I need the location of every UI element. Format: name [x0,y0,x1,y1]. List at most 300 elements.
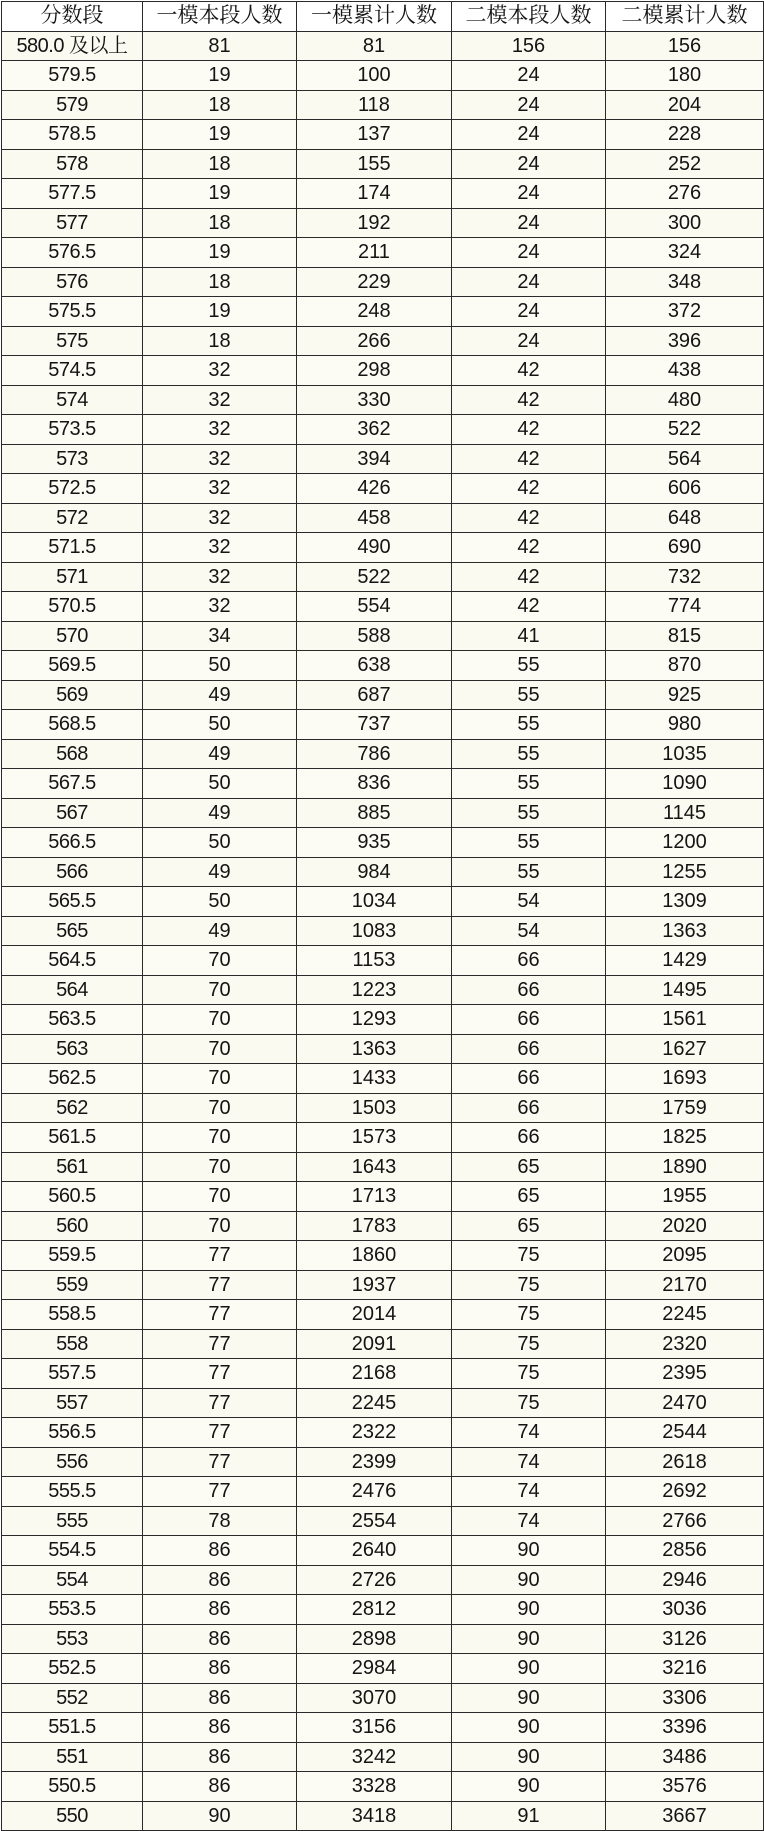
cell-mock1-segment-count: 32 [143,474,297,504]
table-row [2,1241,764,1271]
table-row [2,1182,764,1212]
cell-mock1-segment-count: 77 [143,1447,297,1477]
cell-mock2-segment-count: 55 [452,769,606,799]
cell-mock1-segment-count: 18 [143,208,297,238]
table-row [2,385,764,415]
cell-mock1-cumulative-count: 1293 [297,1005,452,1035]
cell-mock1-cumulative-count: 248 [297,297,452,327]
cell-mock2-cumulative-count: 3667 [606,1801,764,1831]
table-row [2,208,764,238]
table-row [2,1034,764,1064]
cell-mock1-segment-count: 77 [143,1359,297,1389]
cell-score-range: 550.5 [2,1772,143,1802]
cell-score-range: 571 [2,562,143,592]
cell-score-range: 565 [2,916,143,946]
cell-mock1-segment-count: 50 [143,887,297,917]
cell-mock1-segment-count: 70 [143,946,297,976]
cell-mock2-segment-count: 156 [452,31,606,61]
table-row [2,120,764,150]
cell-score-range: 556 [2,1447,143,1477]
cell-score-range: 579.5 [2,61,143,91]
table-row [2,621,764,651]
header-mock1-segment-count: 一模本段人数 [143,2,297,32]
cell-score-range: 562 [2,1093,143,1123]
cell-mock1-cumulative-count: 687 [297,680,452,710]
cell-mock1-segment-count: 19 [143,297,297,327]
cell-score-range: 572 [2,503,143,533]
cell-mock2-segment-count: 55 [452,857,606,887]
table-row [2,1801,764,1831]
cell-mock2-cumulative-count: 1627 [606,1034,764,1064]
cell-mock1-segment-count: 77 [143,1477,297,1507]
cell-mock2-segment-count: 24 [452,297,606,327]
cell-mock1-segment-count: 77 [143,1241,297,1271]
table-row [2,562,764,592]
cell-mock1-segment-count: 49 [143,857,297,887]
cell-score-range: 568.5 [2,710,143,740]
cell-mock2-segment-count: 90 [452,1683,606,1713]
cell-mock2-cumulative-count: 3396 [606,1713,764,1743]
cell-mock1-segment-count: 32 [143,444,297,474]
cell-score-range: 570 [2,621,143,651]
cell-mock1-cumulative-count: 2984 [297,1654,452,1684]
cell-mock1-cumulative-count: 1034 [297,887,452,917]
table-row [2,592,764,622]
cell-mock1-segment-count: 18 [143,149,297,179]
cell-mock1-segment-count: 18 [143,90,297,120]
cell-mock2-cumulative-count: 3216 [606,1654,764,1684]
table-row [2,1624,764,1654]
cell-mock1-cumulative-count: 490 [297,533,452,563]
cell-mock1-segment-count: 19 [143,238,297,268]
cell-mock1-segment-count: 86 [143,1654,297,1684]
cell-score-range: 554 [2,1565,143,1595]
cell-mock2-segment-count: 24 [452,179,606,209]
table-row [2,31,764,61]
cell-mock2-segment-count: 54 [452,916,606,946]
cell-score-range: 576.5 [2,238,143,268]
cell-mock1-cumulative-count: 638 [297,651,452,681]
cell-mock2-segment-count: 75 [452,1300,606,1330]
cell-score-range: 561 [2,1152,143,1182]
cell-mock1-cumulative-count: 1783 [297,1211,452,1241]
cell-score-range: 551 [2,1742,143,1772]
cell-mock2-segment-count: 42 [452,415,606,445]
cell-mock1-cumulative-count: 522 [297,562,452,592]
cell-mock2-cumulative-count: 2020 [606,1211,764,1241]
cell-score-range: 572.5 [2,474,143,504]
cell-mock1-cumulative-count: 2399 [297,1447,452,1477]
cell-mock1-segment-count: 70 [143,1123,297,1153]
table-row [2,739,764,769]
cell-mock2-segment-count: 90 [452,1565,606,1595]
cell-mock1-cumulative-count: 1573 [297,1123,452,1153]
cell-mock2-segment-count: 65 [452,1152,606,1182]
cell-mock1-cumulative-count: 2898 [297,1624,452,1654]
table-row [2,1477,764,1507]
cell-mock2-segment-count: 75 [452,1359,606,1389]
cell-score-range: 559.5 [2,1241,143,1271]
cell-mock2-segment-count: 55 [452,739,606,769]
cell-mock2-cumulative-count: 522 [606,415,764,445]
cell-mock2-segment-count: 24 [452,238,606,268]
table-row [2,149,764,179]
table-row [2,1506,764,1536]
table-row [2,1713,764,1743]
cell-score-range: 566 [2,857,143,887]
cell-mock1-cumulative-count: 1937 [297,1270,452,1300]
cell-mock2-segment-count: 24 [452,61,606,91]
cell-score-range: 557 [2,1388,143,1418]
cell-mock2-cumulative-count: 300 [606,208,764,238]
cell-mock2-segment-count: 42 [452,533,606,563]
cell-mock1-cumulative-count: 836 [297,769,452,799]
table-row [2,798,764,828]
cell-mock2-cumulative-count: 1693 [606,1064,764,1094]
cell-mock2-cumulative-count: 372 [606,297,764,327]
cell-mock2-cumulative-count: 2395 [606,1359,764,1389]
cell-mock1-cumulative-count: 174 [297,179,452,209]
table-row [2,1388,764,1418]
cell-mock1-segment-count: 50 [143,769,297,799]
cell-mock2-segment-count: 42 [452,592,606,622]
table-row [2,1742,764,1772]
cell-score-range: 568 [2,739,143,769]
cell-mock1-cumulative-count: 1860 [297,1241,452,1271]
cell-score-range: 558.5 [2,1300,143,1330]
cell-mock2-cumulative-count: 1759 [606,1093,764,1123]
cell-mock1-segment-count: 70 [143,975,297,1005]
cell-score-range: 555.5 [2,1477,143,1507]
cell-mock2-segment-count: 55 [452,828,606,858]
cell-mock2-segment-count: 42 [452,503,606,533]
cell-mock2-cumulative-count: 1495 [606,975,764,1005]
table-row [2,1654,764,1684]
table-row [2,1565,764,1595]
cell-mock1-segment-count: 50 [143,651,297,681]
cell-score-range: 564 [2,975,143,1005]
table-row [2,1359,764,1389]
cell-mock1-cumulative-count: 426 [297,474,452,504]
cell-score-range: 552.5 [2,1654,143,1684]
header-row [2,2,764,32]
cell-score-range: 557.5 [2,1359,143,1389]
cell-mock2-segment-count: 24 [452,267,606,297]
cell-score-range: 574.5 [2,356,143,386]
cell-mock1-segment-count: 32 [143,385,297,415]
cell-score-range: 570.5 [2,592,143,622]
table-row [2,769,764,799]
table-row [2,1093,764,1123]
cell-mock2-segment-count: 75 [452,1329,606,1359]
table-row [2,297,764,327]
table-header [2,2,764,32]
cell-mock2-cumulative-count: 1825 [606,1123,764,1153]
cell-mock2-segment-count: 75 [452,1388,606,1418]
cell-mock2-segment-count: 75 [452,1270,606,1300]
table-row [2,415,764,445]
cell-mock1-cumulative-count: 155 [297,149,452,179]
cell-mock2-segment-count: 66 [452,1093,606,1123]
cell-mock2-cumulative-count: 3576 [606,1772,764,1802]
cell-mock1-cumulative-count: 1433 [297,1064,452,1094]
table-row [2,503,764,533]
cell-mock1-segment-count: 70 [143,1093,297,1123]
cell-mock2-segment-count: 42 [452,474,606,504]
cell-mock1-segment-count: 70 [143,1182,297,1212]
cell-mock1-cumulative-count: 3156 [297,1713,452,1743]
table-row [2,975,764,1005]
cell-mock2-segment-count: 24 [452,208,606,238]
cell-mock1-cumulative-count: 192 [297,208,452,238]
cell-mock1-segment-count: 90 [143,1801,297,1831]
cell-mock1-segment-count: 32 [143,415,297,445]
cell-mock2-cumulative-count: 3486 [606,1742,764,1772]
cell-score-range: 575 [2,326,143,356]
cell-mock1-cumulative-count: 1713 [297,1182,452,1212]
cell-mock2-cumulative-count: 1955 [606,1182,764,1212]
cell-mock1-cumulative-count: 1363 [297,1034,452,1064]
cell-score-range: 566.5 [2,828,143,858]
cell-mock1-cumulative-count: 2168 [297,1359,452,1389]
table-row [2,1300,764,1330]
cell-mock1-cumulative-count: 2812 [297,1595,452,1625]
table-row [2,1536,764,1566]
cell-mock1-cumulative-count: 2014 [297,1300,452,1330]
table-row [2,61,764,91]
cell-mock2-segment-count: 42 [452,562,606,592]
cell-mock2-cumulative-count: 1200 [606,828,764,858]
header-score-range: 分数段 [2,2,143,32]
cell-mock2-cumulative-count: 228 [606,120,764,150]
cell-mock2-cumulative-count: 648 [606,503,764,533]
cell-mock2-cumulative-count: 438 [606,356,764,386]
cell-mock1-segment-count: 19 [143,179,297,209]
table-row [2,444,764,474]
table-row [2,267,764,297]
cell-mock2-segment-count: 74 [452,1447,606,1477]
table-row [2,179,764,209]
cell-mock2-cumulative-count: 980 [606,710,764,740]
cell-mock1-segment-count: 86 [143,1536,297,1566]
cell-mock2-cumulative-count: 2170 [606,1270,764,1300]
cell-score-range: 559 [2,1270,143,1300]
cell-score-range: 563 [2,1034,143,1064]
cell-score-range: 560.5 [2,1182,143,1212]
cell-mock2-cumulative-count: 815 [606,621,764,651]
cell-mock2-cumulative-count: 2856 [606,1536,764,1566]
cell-score-range: 555 [2,1506,143,1536]
cell-score-range: 563.5 [2,1005,143,1035]
cell-mock1-segment-count: 49 [143,680,297,710]
cell-mock2-segment-count: 42 [452,356,606,386]
cell-score-range: 579 [2,90,143,120]
cell-score-range: 571.5 [2,533,143,563]
cell-mock2-segment-count: 66 [452,946,606,976]
cell-mock2-cumulative-count: 1363 [606,916,764,946]
cell-mock1-segment-count: 32 [143,592,297,622]
cell-mock2-cumulative-count: 606 [606,474,764,504]
cell-mock1-cumulative-count: 2091 [297,1329,452,1359]
cell-score-range: 577.5 [2,179,143,209]
cell-mock1-cumulative-count: 2726 [297,1565,452,1595]
cell-mock1-cumulative-count: 2322 [297,1418,452,1448]
cell-mock2-segment-count: 66 [452,1005,606,1035]
table-row [2,1270,764,1300]
cell-mock2-cumulative-count: 690 [606,533,764,563]
cell-mock2-segment-count: 66 [452,1034,606,1064]
table-row [2,238,764,268]
table-row [2,1123,764,1153]
cell-score-range: 558 [2,1329,143,1359]
cell-mock1-segment-count: 32 [143,533,297,563]
cell-mock1-cumulative-count: 2476 [297,1477,452,1507]
cell-mock1-cumulative-count: 100 [297,61,452,91]
cell-mock2-cumulative-count: 324 [606,238,764,268]
cell-mock1-cumulative-count: 588 [297,621,452,651]
cell-mock2-cumulative-count: 1890 [606,1152,764,1182]
table-row [2,474,764,504]
cell-mock2-segment-count: 42 [452,444,606,474]
table-row [2,1595,764,1625]
cell-mock1-segment-count: 77 [143,1388,297,1418]
cell-mock1-segment-count: 86 [143,1742,297,1772]
cell-mock1-cumulative-count: 2554 [297,1506,452,1536]
cell-mock2-cumulative-count: 1429 [606,946,764,976]
cell-mock1-cumulative-count: 2640 [297,1536,452,1566]
cell-score-range: 567.5 [2,769,143,799]
cell-mock2-cumulative-count: 2692 [606,1477,764,1507]
cell-mock1-cumulative-count: 362 [297,415,452,445]
table-row [2,1418,764,1448]
table-row [2,1211,764,1241]
cell-mock2-cumulative-count: 870 [606,651,764,681]
cell-mock2-segment-count: 54 [452,887,606,917]
cell-mock1-cumulative-count: 1223 [297,975,452,1005]
cell-mock1-segment-count: 78 [143,1506,297,1536]
cell-mock1-segment-count: 32 [143,356,297,386]
cell-mock1-segment-count: 70 [143,1152,297,1182]
cell-mock2-cumulative-count: 732 [606,562,764,592]
cell-mock2-segment-count: 90 [452,1624,606,1654]
cell-mock1-segment-count: 70 [143,1034,297,1064]
cell-mock1-segment-count: 70 [143,1211,297,1241]
cell-mock2-segment-count: 90 [452,1595,606,1625]
cell-mock2-cumulative-count: 252 [606,149,764,179]
cell-score-range: 564.5 [2,946,143,976]
cell-mock2-segment-count: 66 [452,1123,606,1153]
cell-mock2-cumulative-count: 348 [606,267,764,297]
cell-mock1-cumulative-count: 1153 [297,946,452,976]
cell-mock1-segment-count: 32 [143,503,297,533]
cell-score-range: 562.5 [2,1064,143,1094]
header-mock1-cumulative-count: 一模累计人数 [297,2,452,32]
cell-mock2-segment-count: 55 [452,680,606,710]
cell-mock2-segment-count: 24 [452,90,606,120]
cell-mock2-segment-count: 90 [452,1713,606,1743]
cell-mock1-cumulative-count: 229 [297,267,452,297]
cell-mock2-cumulative-count: 2946 [606,1565,764,1595]
cell-score-range: 573.5 [2,415,143,445]
cell-mock1-cumulative-count: 2245 [297,1388,452,1418]
cell-mock2-segment-count: 74 [452,1477,606,1507]
cell-mock2-segment-count: 90 [452,1654,606,1684]
table-row [2,1329,764,1359]
cell-mock2-cumulative-count: 396 [606,326,764,356]
cell-score-range: 554.5 [2,1536,143,1566]
cell-score-range: 560 [2,1211,143,1241]
cell-score-range: 561.5 [2,1123,143,1153]
table-row [2,857,764,887]
cell-mock1-cumulative-count: 3070 [297,1683,452,1713]
cell-score-range: 574 [2,385,143,415]
cell-mock2-segment-count: 74 [452,1418,606,1448]
cell-mock2-cumulative-count: 2245 [606,1300,764,1330]
cell-score-range: 577 [2,208,143,238]
cell-mock1-cumulative-count: 394 [297,444,452,474]
cell-mock2-segment-count: 24 [452,149,606,179]
cell-mock1-cumulative-count: 1083 [297,916,452,946]
cell-mock1-cumulative-count: 554 [297,592,452,622]
cell-mock1-segment-count: 86 [143,1624,297,1654]
cell-score-range: 550 [2,1801,143,1831]
cell-mock1-segment-count: 18 [143,326,297,356]
table-row [2,651,764,681]
table-row [2,1064,764,1094]
table-row [2,1152,764,1182]
table-row [2,1683,764,1713]
cell-mock2-segment-count: 75 [452,1241,606,1271]
cell-mock1-cumulative-count: 3328 [297,1772,452,1802]
cell-score-range: 565.5 [2,887,143,917]
table-row [2,1772,764,1802]
table-row [2,356,764,386]
cell-mock2-segment-count: 65 [452,1182,606,1212]
table-row [2,887,764,917]
table-row [2,1447,764,1477]
table-row [2,680,764,710]
cell-score-range: 569 [2,680,143,710]
table-row [2,90,764,120]
cell-mock1-cumulative-count: 935 [297,828,452,858]
cell-mock2-cumulative-count: 3126 [606,1624,764,1654]
cell-mock2-cumulative-count: 480 [606,385,764,415]
cell-mock2-segment-count: 55 [452,710,606,740]
cell-mock1-cumulative-count: 737 [297,710,452,740]
cell-score-range: 578.5 [2,120,143,150]
cell-mock1-segment-count: 34 [143,621,297,651]
cell-mock2-segment-count: 24 [452,120,606,150]
cell-score-range: 552 [2,1683,143,1713]
cell-mock1-cumulative-count: 81 [297,31,452,61]
score-distribution-table [1,1,764,1831]
cell-mock2-cumulative-count: 1309 [606,887,764,917]
cell-mock2-cumulative-count: 3036 [606,1595,764,1625]
table-row [2,326,764,356]
cell-mock2-cumulative-count: 276 [606,179,764,209]
cell-mock2-segment-count: 90 [452,1742,606,1772]
cell-mock2-cumulative-count: 2320 [606,1329,764,1359]
table-row [2,946,764,976]
cell-mock1-segment-count: 86 [143,1713,297,1743]
table-row [2,710,764,740]
cell-mock2-cumulative-count: 774 [606,592,764,622]
cell-mock2-cumulative-count: 1255 [606,857,764,887]
cell-mock2-cumulative-count: 3306 [606,1683,764,1713]
cell-score-range: 567 [2,798,143,828]
cell-mock2-cumulative-count: 1090 [606,769,764,799]
cell-mock1-segment-count: 19 [143,61,297,91]
